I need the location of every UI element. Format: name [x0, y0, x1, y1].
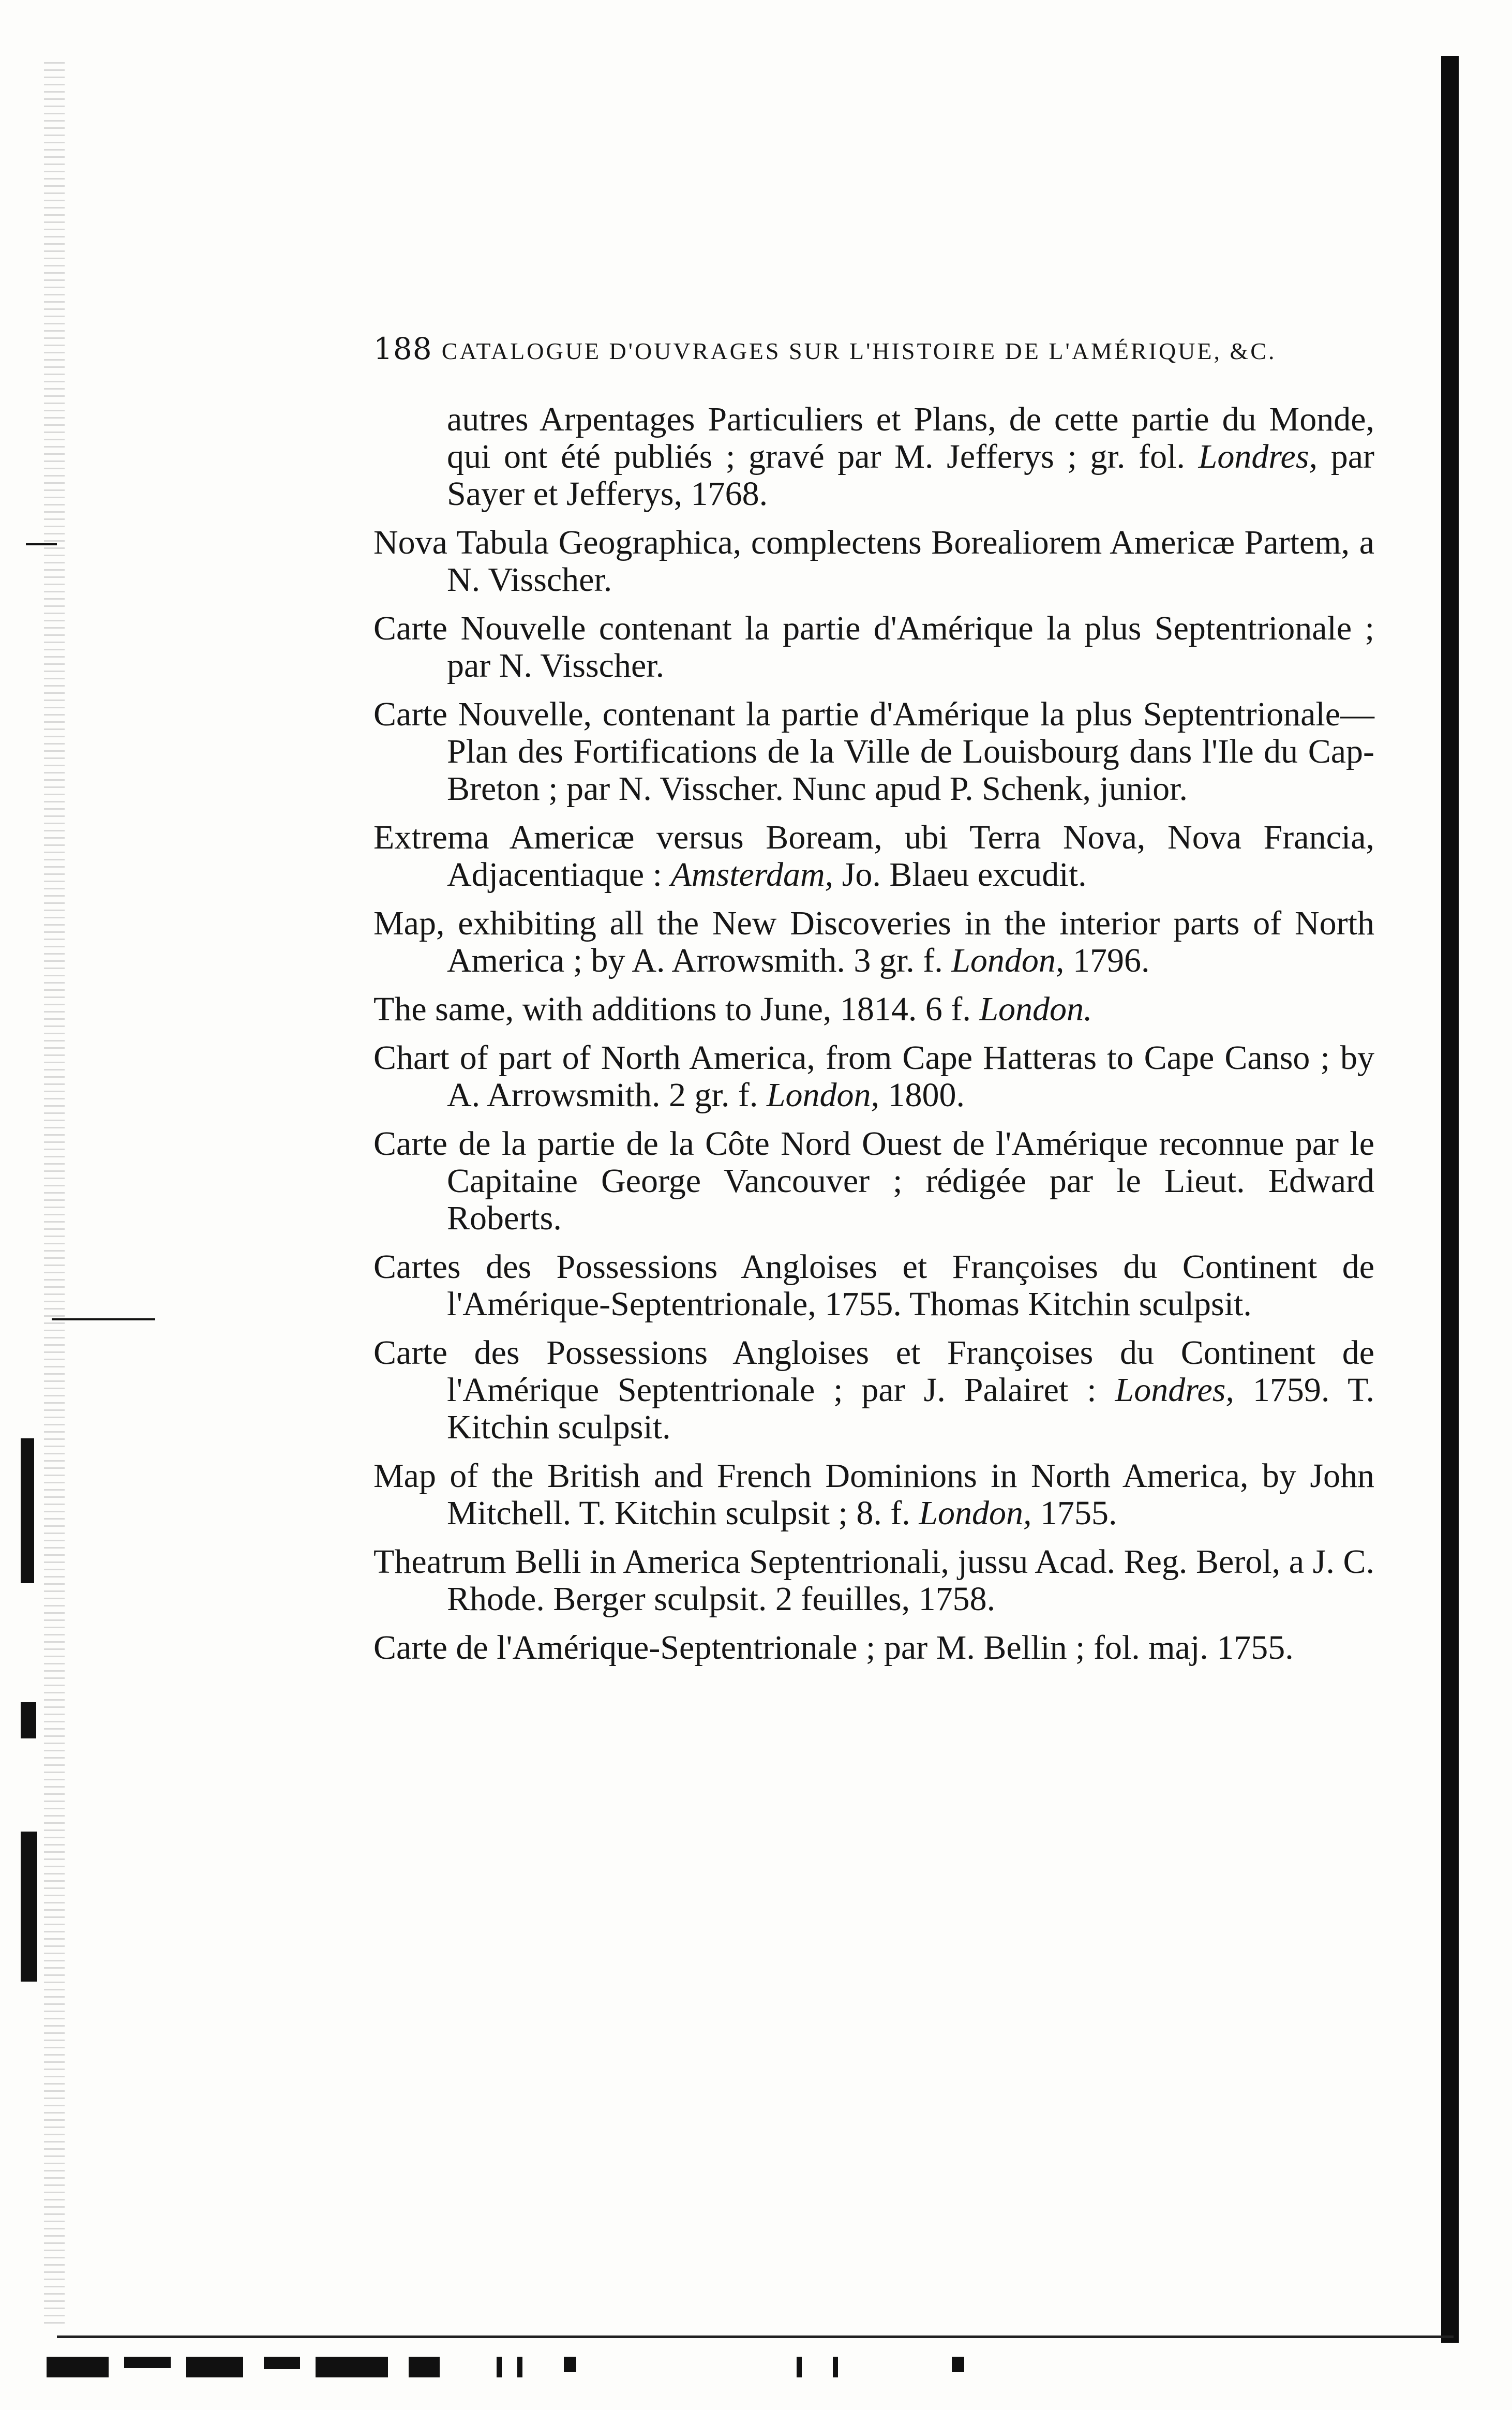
catalogue-entry: Carte Nouvelle, contenant la partie d'Amérique la plus Septentrionale—Plan des Fortifications de la Ville de Louisbourg dans l'Ile du Cap-Breton ; par N. Visscher. Nunc apud P. Schenk, junior.: [373, 695, 1374, 808]
catalogue-entry: Theatrum Belli in America Septentrionali, jussu Acad. Reg. Berol, a J. C. Rhode. Berger sculpsit. 2 feuilles, 1758.: [373, 1543, 1374, 1618]
scan-edge-bar: [1441, 56, 1459, 2343]
scan-bottom-rule: [57, 2335, 1454, 2338]
scan-artifact-tick: [26, 543, 57, 545]
binding-edge-artifact: [44, 62, 65, 2328]
catalogue-entry: Nova Tabula Geographica, complectens Borealiorem Americæ Partem, a N. Visscher.: [373, 524, 1374, 599]
running-title: CATALOGUE D'OUVRAGES SUR L'HISTOIRE DE L'AMÉRIQUE, &C.: [441, 338, 1277, 364]
page-number: 188: [373, 331, 432, 366]
catalogue-entry: Chart of part of North America, from Cape Hatteras to Cape Canso ; by A. Arrowsmith. 2 gr. f. London, 1800.: [373, 1039, 1374, 1114]
catalogue-entry: Carte Nouvelle contenant la partie d'Amérique la plus Septentrionale ; par N. Visscher.: [373, 609, 1374, 685]
running-header: [373, 331, 1408, 366]
catalogue-entry: Map, exhibiting all the New Discoveries in the interior parts of North America ; by A. Arrowsmith. 3 gr. f. London, 1796.: [373, 904, 1374, 979]
catalogue-entry: Extrema Americæ versus Boream, ubi Terra Nova, Nova Francia, Adjacentiaque : Amsterdam, Jo. Blaeu excudit.: [373, 819, 1374, 894]
scan-artifact-tick: [52, 1318, 155, 1320]
scan-artifact-block: [21, 1702, 36, 1738]
scan-bottom-marks: [47, 2357, 1081, 2377]
scan-artifact-block: [21, 1832, 37, 1982]
catalogue-entries: [373, 401, 1374, 1678]
catalogue-entry: autres Arpentages Particuliers et Plans, de cette partie du Monde, qui ont été publiés ; gravé par M. Jefferys ; gr. fol. Londres, par Sayer et Jefferys, 1768.: [447, 400, 1374, 513]
catalogue-entry: Carte de l'Amérique-Septentrionale ; par M. Bellin ; fol. maj. 1755.: [373, 1629, 1294, 1667]
catalogue-entry: Cartes des Possessions Angloises et Françoises du Continent de l'Amérique-Septentrionale, 1755. Thomas Kitchin sculpsit.: [373, 1248, 1374, 1323]
catalogue-entry: Carte de la partie de la Côte Nord Ouest de l'Amérique reconnue par le Capitaine George Vancouver ; rédigée par le Lieut. Edward Roberts.: [373, 1125, 1374, 1237]
catalogue-entry: Map of the British and French Dominions in North America, by John Mitchell. T. Kitchin sculpsit ; 8. f. London, 1755.: [373, 1457, 1374, 1532]
scan-artifact-block: [21, 1438, 34, 1583]
catalogue-entry: Carte des Possessions Angloises et Françoises du Continent de l'Amérique Septentrionale ; par J. Palairet : Londres, 1759. T. Kitchin sculpsit.: [373, 1334, 1374, 1446]
catalogue-entry: The same, with additions to June, 1814. 6 f. London.: [373, 990, 1092, 1028]
